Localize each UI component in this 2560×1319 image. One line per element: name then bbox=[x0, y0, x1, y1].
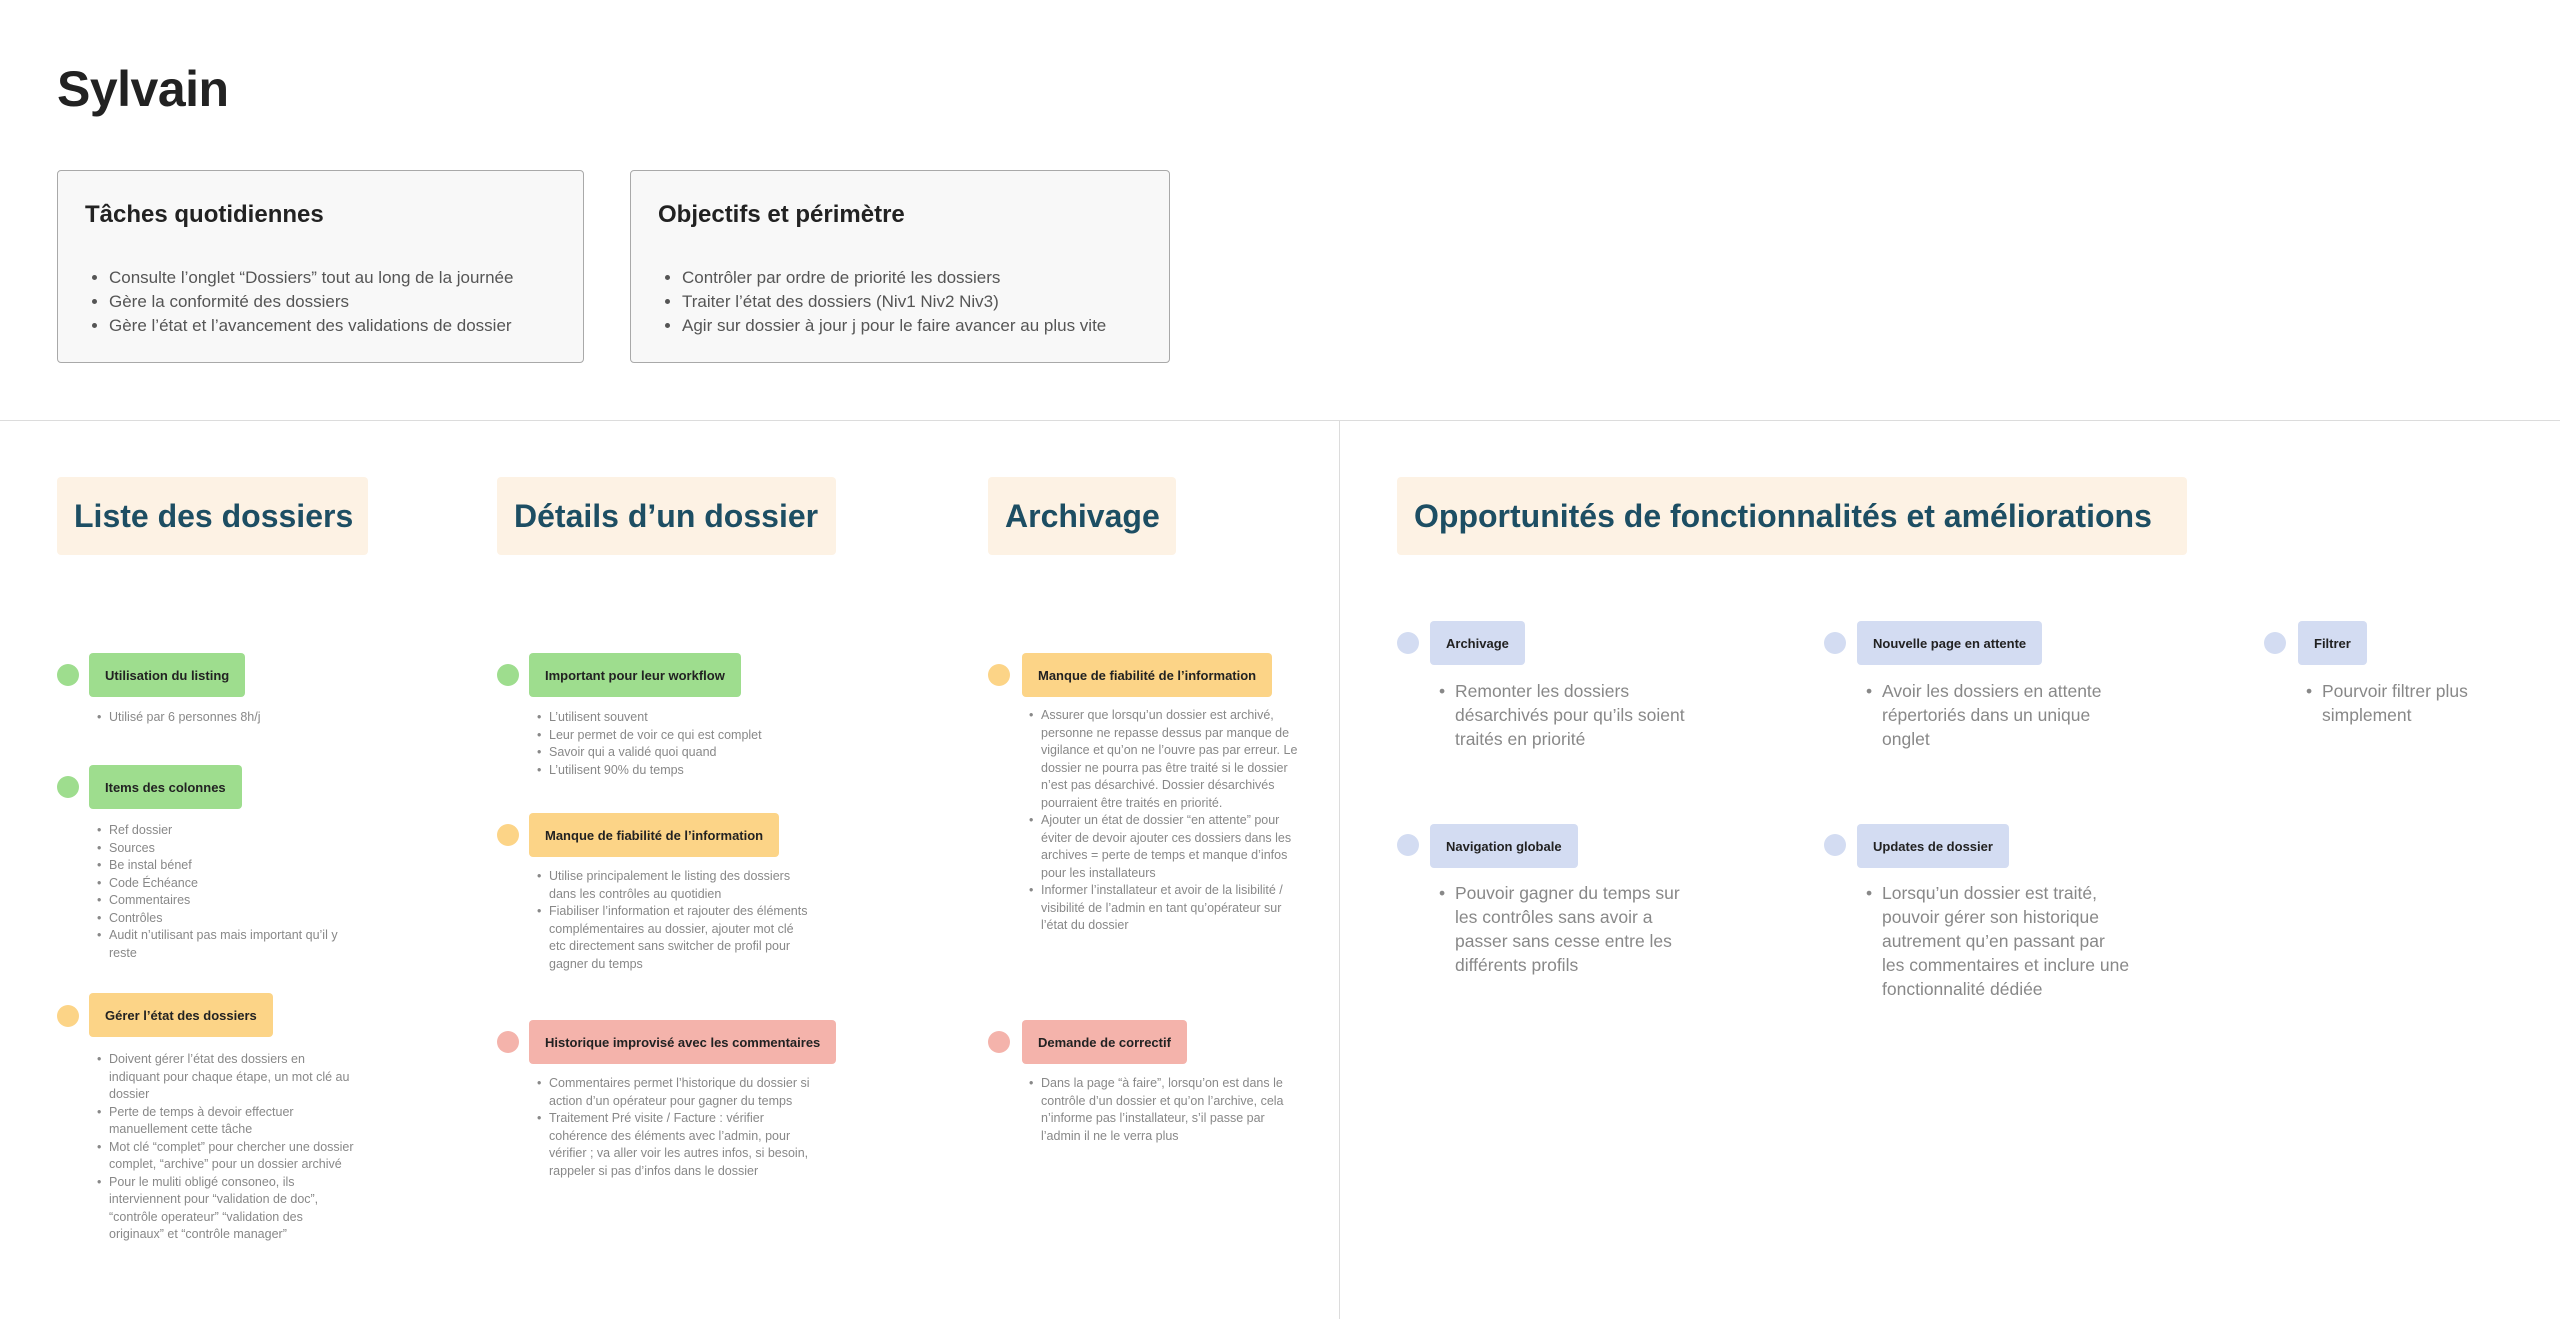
topic-tag: Nouvelle page en attente bbox=[1857, 621, 2042, 665]
objectives-card bbox=[630, 170, 1170, 363]
topic-tag: Filtrer bbox=[2298, 621, 2367, 665]
status-dot bbox=[497, 664, 519, 686]
list-item: • Gère l’état et l’avancement des validations de dossier bbox=[109, 314, 513, 338]
list-item: • Ref dossier bbox=[109, 822, 349, 840]
section-title: Liste des dossiers bbox=[74, 497, 354, 534]
list-item: • Consulte l’onglet “Dossiers” tout au long de la journée bbox=[109, 266, 513, 290]
list-item: • Gère la conformité des dossiers bbox=[109, 290, 513, 314]
list-item: • Leur permet de voir ce qui est complet bbox=[549, 727, 819, 745]
topic-tag: Manque de fiabilité de l’information bbox=[1022, 653, 1272, 697]
notes-list bbox=[1029, 707, 1301, 935]
list-item: • Utilisé par 6 personnes 8h/j bbox=[109, 709, 369, 727]
list-item: • Commentaires bbox=[109, 892, 349, 910]
list-item: • Pour le muliti obligé consoneo, ils interviennent pour “validation de doc”, “contrôle operateur” “validation des originaux” et “contrôle manager” bbox=[109, 1174, 359, 1244]
list-item: • Pouvoir gagner du temps sur les contrôles sans avoir a passer sans cesse entre les différents profils bbox=[1455, 881, 1705, 977]
vertical-divider bbox=[1339, 420, 1340, 1319]
section-header-opportunites bbox=[1397, 477, 2187, 555]
section-header-archivage bbox=[988, 477, 1176, 555]
section-title: Opportunités de fonctionnalités et améliorations bbox=[1414, 497, 2152, 534]
list-item: • Pourvoir filtrer plus simplement bbox=[2322, 679, 2552, 727]
page-title: Sylvain bbox=[57, 61, 229, 117]
status-dot bbox=[57, 776, 79, 798]
notes-list bbox=[1029, 1075, 1303, 1145]
list-item: • Contrôles bbox=[109, 910, 349, 928]
section-header-liste bbox=[57, 477, 368, 555]
topic-tag: Historique improvisé avec les commentaires bbox=[529, 1020, 836, 1064]
status-dot bbox=[1397, 632, 1419, 654]
card-title: Objectifs et périmètre bbox=[658, 201, 905, 228]
section-header-details bbox=[497, 477, 836, 555]
notes-list bbox=[1858, 881, 2132, 1001]
status-dot bbox=[57, 664, 79, 686]
status-dot bbox=[988, 664, 1010, 686]
status-dot bbox=[1824, 834, 1846, 856]
status-dot bbox=[988, 1031, 1010, 1053]
list-item: • L’utilisent souvent bbox=[549, 709, 819, 727]
section-title: Archivage bbox=[1005, 497, 1160, 534]
topic-tag: Demande de correctif bbox=[1022, 1020, 1187, 1064]
notes-list bbox=[97, 1051, 359, 1244]
daily-tasks-card bbox=[57, 170, 584, 363]
notes-list bbox=[537, 868, 811, 973]
card-list bbox=[85, 266, 513, 338]
topic-tag: Items des colonnes bbox=[89, 765, 242, 809]
topic-tag: Updates de dossier bbox=[1857, 824, 2009, 868]
list-item: • Fiabiliser l’information et rajouter des éléments complémentaires au dossier, ajouter mot clé etc directement sans switcher de profil pour gagner du temps bbox=[549, 903, 811, 973]
notes-list bbox=[1431, 881, 1705, 977]
topic-tag: Archivage bbox=[1430, 621, 1525, 665]
list-item: • Doivent gérer l’état des dossiers en indiquant pour chaque étape, un mot clé au dossier bbox=[109, 1051, 359, 1104]
list-item: • Sources bbox=[109, 840, 349, 858]
list-item: • Contrôler par ordre de priorité les dossiers bbox=[682, 266, 1106, 290]
status-dot bbox=[1397, 834, 1419, 856]
card-title: Tâches quotidiennes bbox=[85, 201, 324, 228]
status-dot bbox=[57, 1005, 79, 1027]
list-item: • Commentaires permet l’historique du dossier si action d’un opérateur pour gagner du temps bbox=[549, 1075, 811, 1110]
notes-list bbox=[1858, 679, 2132, 751]
status-dot bbox=[2264, 632, 2286, 654]
topic-tag: Navigation globale bbox=[1430, 824, 1578, 868]
list-item: • Remonter les dossiers désarchivés pour qu’ils soient traités en priorité bbox=[1455, 679, 1705, 751]
list-item: • Dans la page “à faire”, lorsqu’on est dans le contrôle d’un dossier et qu’on l’archive, cela n’informe pas l’installateur, s’il passe par l’admin il ne le verra plus bbox=[1041, 1075, 1303, 1145]
list-item: • Be instal bénef bbox=[109, 857, 349, 875]
status-dot bbox=[497, 824, 519, 846]
topic-tag: Important pour leur workflow bbox=[529, 653, 741, 697]
list-item: • Audit n’utilisant pas mais important qu’il y reste bbox=[109, 927, 349, 962]
topic-tag: Gérer l’état des dossiers bbox=[89, 993, 273, 1037]
list-item: • Agir sur dossier à jour j pour le faire avancer au plus vite bbox=[682, 314, 1106, 338]
topic-tag: Manque de fiabilité de l’information bbox=[529, 813, 779, 857]
list-item: • Code Échéance bbox=[109, 875, 349, 893]
list-item: • Mot clé “complet” pour chercher une dossier complet, “archive” pour un dossier archivé bbox=[109, 1139, 359, 1174]
list-item: • Informer l’installateur et avoir de la lisibilité / visibilité de l’admin en tant qu’opérateur sur l’état du dossier bbox=[1041, 882, 1301, 935]
horizontal-divider bbox=[0, 420, 2560, 421]
list-item: • Utilise principalement le listing des dossiers dans les contrôles au quotidien bbox=[549, 868, 811, 903]
list-item: • Perte de temps à devoir effectuer manuellement cette tâche bbox=[109, 1104, 359, 1139]
list-item: • Traiter l’état des dossiers (Niv1 Niv2 Niv3) bbox=[682, 290, 1106, 314]
notes-list bbox=[537, 709, 819, 779]
status-dot bbox=[497, 1031, 519, 1053]
list-item: • Lorsqu’un dossier est traité, pouvoir gérer son historique autrement qu’en passant par les commentaires et inclure une fonctionnalité dédiée bbox=[1882, 881, 2132, 1001]
card-list bbox=[658, 266, 1106, 338]
section-title: Détails d’un dossier bbox=[514, 497, 819, 534]
notes-list bbox=[1431, 679, 1705, 751]
notes-list bbox=[537, 1075, 811, 1180]
list-item: • Savoir qui a validé quoi quand bbox=[549, 744, 819, 762]
notes-list bbox=[97, 822, 349, 962]
notes-list bbox=[2298, 679, 2552, 727]
list-item: • L’utilisent 90% du temps bbox=[549, 762, 819, 780]
list-item: • Traitement Pré visite / Facture : vérifier cohérence des éléments avec l’admin, pour vérifier ; va aller voir les autres infos, si besoin, rappeler si pas d’infos dans le dossier bbox=[549, 1110, 811, 1180]
list-item: • Ajouter un état de dossier “en attente” pour éviter de devoir ajouter ces dossiers dans les archives = perte de temps et manque d’infos pour les installateurs bbox=[1041, 812, 1301, 882]
list-item: • Avoir les dossiers en attente répertoriés dans un unique onglet bbox=[1882, 679, 2132, 751]
notes-list bbox=[97, 709, 369, 727]
topic-tag: Utilisation du listing bbox=[89, 653, 245, 697]
status-dot bbox=[1824, 632, 1846, 654]
list-item: • Assurer que lorsqu’un dossier est archivé, personne ne repasse dessus par manque de vigilance et qu’on ne l’ouvre pas par erreur. Le dossier ne pourra pas être traité si le dossier n’est pas désarchivé. Dossier désarchivés pourraient être traités en priorité. bbox=[1041, 707, 1301, 812]
